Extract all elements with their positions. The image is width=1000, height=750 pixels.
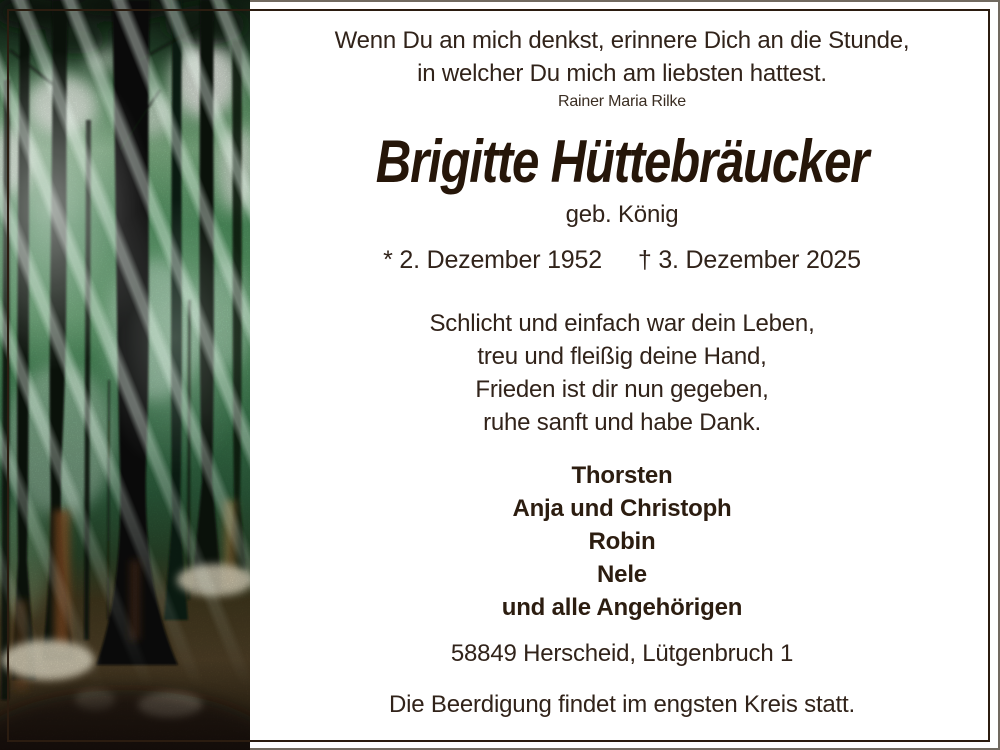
poem-line: ruhe sanft und habe Dank. [483,409,761,436]
mourner-line: Nele [597,561,647,588]
funeral-note: Die Beerdigung findet im engsten Kreis statt. [389,691,855,718]
mourners-list [250,459,994,624]
memorial-poem [250,307,994,439]
death-date: † 3. Dezember 2025 [637,246,861,274]
mourner-line: und alle Angehörigen [501,594,743,621]
quote-attribution: Rainer Maria Rilke [558,93,686,110]
address-line: 58849 Herscheid, Lütgenbruch 1 [450,640,794,667]
quote-line-2: in welcher Du mich am liebsten hattest. [417,60,827,87]
quote-line-1: Wenn Du an mich denkst, erinnere Dich an die Stunde, [334,27,910,54]
mourner-line: Robin [588,528,656,555]
opening-quote [250,24,994,90]
sunrays-overlay [0,0,250,750]
notice-text-column [250,0,994,750]
forest-photo [0,0,250,750]
birth-name: geb. König [565,201,679,228]
poem-line: Schlicht und einfach war dein Leben, [429,310,815,337]
birth-date: * 2. Dezember 1952 [383,246,602,274]
deceased-name: Brigitte Hüttebräucker [375,128,869,195]
life-dates [250,246,994,275]
mourner-line: Anja und Christoph [512,495,732,522]
poem-line: treu und fleißig deine Hand, [477,343,767,370]
poem-line: Frieden ist dir nun gegeben, [475,376,769,403]
mourner-line: Thorsten [571,462,673,489]
